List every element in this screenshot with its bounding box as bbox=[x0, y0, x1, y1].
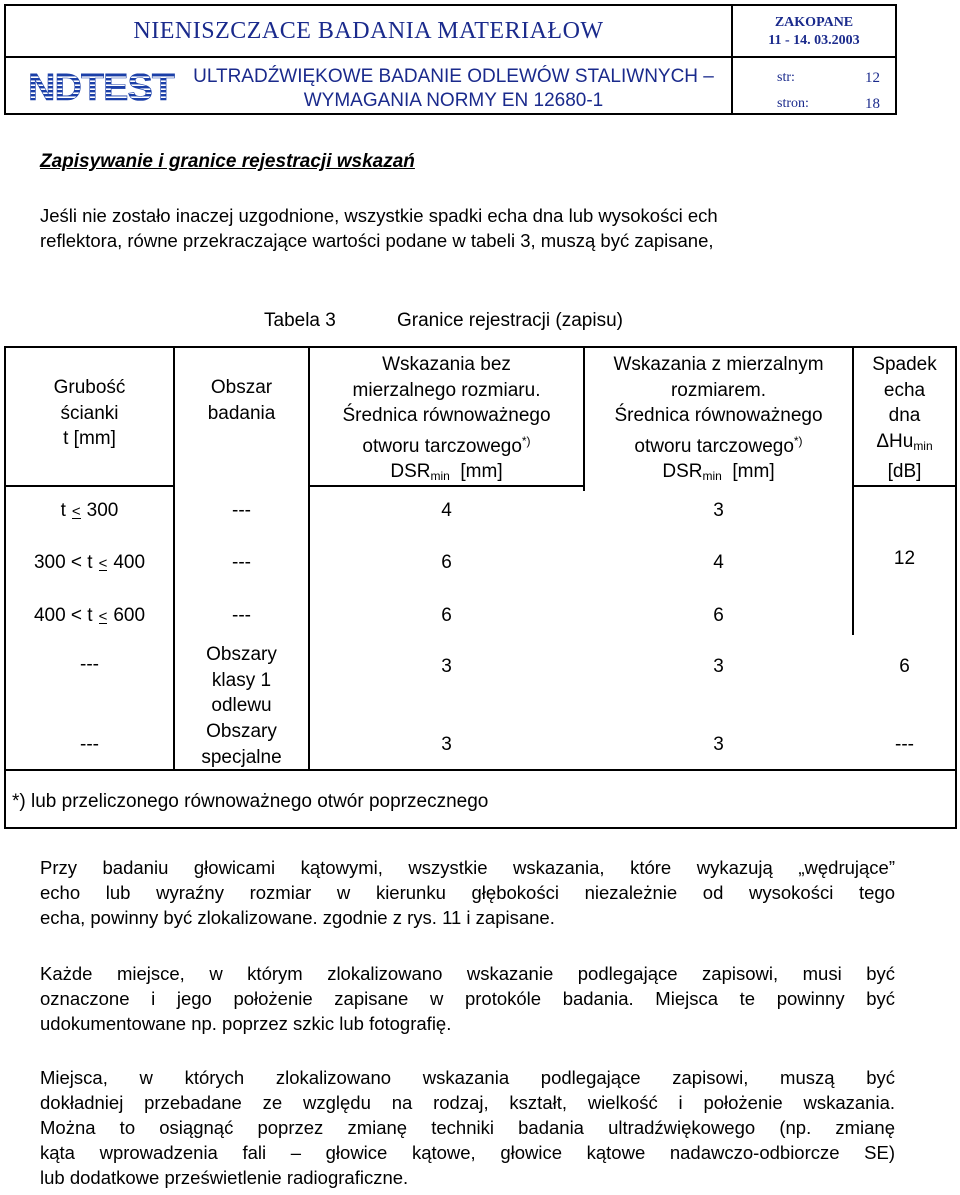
header-with-size bbox=[585, 352, 852, 490]
paragraph-line: Miejsca, w których zlokalizowano wskazania podlegające zapisowi, muszą być bbox=[40, 1067, 895, 1088]
header-echo-drop bbox=[854, 352, 955, 485]
table-row-1-thickness bbox=[6, 498, 173, 524]
paragraph-line: dokładniej przebadane ze względu na rodzaj, kształt, wielkość i położenie wskazania. bbox=[40, 1092, 895, 1113]
paragraph-further-examination bbox=[40, 1065, 895, 1190]
table-row-3-area: --- bbox=[232, 605, 251, 626]
table-row-3-thickness bbox=[6, 603, 173, 629]
header-title: NIENISZCZACE BADANIA MATERIAŁOW bbox=[6, 6, 733, 58]
header-text bbox=[310, 459, 583, 490]
table-special-2-dsr-without: 3 bbox=[441, 734, 452, 755]
paragraph-line: echa, powinny być zlokalizowane. zgodnie z rys. 11 i zapisane. bbox=[40, 907, 555, 928]
header-text: otworu tarczowego bbox=[362, 435, 522, 457]
header-text: Wskazania z mierzalnym bbox=[613, 354, 824, 375]
lte-icon: < bbox=[98, 608, 108, 625]
intro-line: reflektora, równe przekraczające wartości podane w tabeli 3, muszą być zapisane, bbox=[40, 230, 714, 251]
header-without-size bbox=[310, 352, 583, 490]
table-row-2-dsr-with: 4 bbox=[713, 552, 724, 573]
header-text: echa bbox=[883, 379, 926, 401]
subscript: min bbox=[702, 469, 722, 483]
header-text: Średnica równoważnego bbox=[342, 405, 551, 426]
table-special-1-thickness: --- bbox=[80, 654, 99, 675]
footnote-marker: *) bbox=[793, 433, 803, 448]
intro-line: Jeśli nie zostało inaczej uzgodnione, wszystkie spadki echa dna lub wysokości ech bbox=[40, 205, 718, 226]
table-special-2-echo-drop: --- bbox=[895, 734, 914, 755]
header-text bbox=[585, 459, 852, 490]
header-thickness bbox=[6, 375, 173, 452]
header-text: badania bbox=[207, 402, 276, 424]
table-row-3-dsr-without: 6 bbox=[441, 605, 452, 626]
ndtest-logo-icon bbox=[26, 66, 174, 109]
pages-label: stron: bbox=[777, 96, 809, 111]
paragraph-line: oznaczone i jego położenie zapisane w protokóle badania. Miejsca te powinny być bbox=[40, 988, 895, 1009]
table-special-2-area bbox=[175, 719, 308, 770]
table-row-1-dsr-with: 3 bbox=[713, 500, 724, 521]
subscript: min bbox=[913, 438, 933, 453]
paragraph-location-recording bbox=[40, 961, 895, 1036]
header-text: ΔHu bbox=[876, 430, 914, 452]
header-text: Spadek bbox=[872, 354, 937, 375]
cell-text: Obszary bbox=[206, 644, 277, 665]
paragraph-line: echo lub wyraźny rozmiar w kierunku głębokości niezależnie od wysokości tego bbox=[40, 882, 895, 903]
cell-text: 600 bbox=[113, 605, 146, 626]
header-text: [mm] bbox=[460, 461, 503, 482]
table-merged-echo-drop: 12 bbox=[893, 548, 916, 569]
header-text: DSR bbox=[390, 461, 431, 482]
cell-text: odlewu bbox=[211, 695, 272, 716]
table-footnote: *) lub przeliczonego równoważnego otwór poprzecznego bbox=[12, 791, 489, 812]
table-special-1-area bbox=[175, 642, 308, 719]
paragraph-line: Każde miejsce, w którym zlokalizowano wskazanie podlegające zapisowi, musi być bbox=[40, 963, 895, 984]
table-special-2-thickness: --- bbox=[80, 734, 99, 755]
section-heading: Zapisywanie i granice rejestracji wskazań bbox=[40, 151, 415, 172]
header-subject bbox=[176, 58, 733, 113]
header-subject-line2: WYMAGANIA NORMY EN 12680-1 bbox=[303, 90, 604, 111]
header-subject-line1: ULTRADŹWIĘKOWE BADANIE ODLEWÓW STALIWNYCH – bbox=[193, 66, 714, 87]
cell-text: 300 < t bbox=[33, 552, 93, 573]
paragraph-line: kąta wprowadzenia fali – głowice kątowe, głowice kątowe nadawczo-odbiorcze SE) bbox=[40, 1142, 895, 1163]
paragraph-line: Przy badaniu głowicami kątowymi, wszystkie wskazania, które wykazują „wędrujące” bbox=[40, 857, 895, 878]
cell-text: klasy 1 bbox=[211, 669, 272, 691]
header-place: ZAKOPANE bbox=[774, 15, 854, 30]
table-caption-number: Tabela 3 bbox=[264, 310, 336, 331]
lte-icon: < bbox=[71, 503, 81, 520]
header-date: 11 - 14. 03.2003 bbox=[768, 33, 860, 48]
cell-text: t bbox=[60, 500, 66, 521]
paragraph-line: Można to osiągnąć poprzez zmianę techniki badania ultradźwiękowego (np. zmianę bbox=[40, 1117, 895, 1138]
footnote-marker: *) bbox=[521, 433, 531, 448]
page-number: 12 bbox=[865, 70, 880, 86]
header-text: rozmiarem. bbox=[670, 379, 766, 401]
page-label: str: bbox=[777, 70, 795, 85]
header-area bbox=[175, 375, 308, 426]
pages-total: 18 bbox=[865, 96, 880, 112]
table-row-3-dsr-with: 6 bbox=[713, 605, 724, 626]
header-page-info bbox=[733, 58, 895, 113]
header-text: Wskazania bez bbox=[382, 354, 511, 375]
table-special-1-echo-drop: 6 bbox=[899, 656, 910, 677]
header-text: [dB] bbox=[887, 461, 922, 482]
paragraph-line: lub dodatkowe prześwietlenie radiograficzne. bbox=[40, 1167, 409, 1188]
cell-text: 400 < t bbox=[33, 605, 93, 626]
cell-text: Obszary bbox=[206, 721, 277, 742]
table-row-1-dsr-without: 4 bbox=[441, 500, 452, 521]
table-row-1-area: --- bbox=[232, 500, 251, 521]
header-text: Obszar bbox=[210, 377, 273, 398]
cell-text: 300 bbox=[86, 500, 119, 521]
header-text: t [mm] bbox=[63, 428, 116, 449]
table-row-2-dsr-without: 6 bbox=[441, 552, 452, 573]
header-text bbox=[310, 429, 583, 460]
document-header bbox=[4, 4, 897, 115]
header-text bbox=[585, 429, 852, 460]
table-special-1-dsr-with: 3 bbox=[713, 656, 724, 677]
header-place-date bbox=[733, 6, 895, 58]
header-text: Średnica równoważnego bbox=[614, 405, 823, 426]
cell-text: specjalne bbox=[201, 746, 282, 768]
header-text: ścianki bbox=[60, 402, 119, 424]
header-text: mierzalnego rozmiaru. bbox=[352, 379, 541, 401]
header-text: otworu tarczowego bbox=[634, 435, 794, 457]
intro-paragraph bbox=[40, 203, 895, 253]
paragraph-angle-probes bbox=[40, 855, 895, 930]
header-text: DSR bbox=[662, 461, 703, 482]
subscript: min bbox=[430, 469, 450, 483]
table-row-2-area: --- bbox=[232, 552, 251, 573]
table-row-2-thickness bbox=[6, 550, 173, 576]
header-text bbox=[854, 429, 955, 460]
registration-limits-table bbox=[4, 346, 957, 829]
svg-text:NDTEST: NDTEST bbox=[28, 66, 174, 109]
table-special-2-dsr-with: 3 bbox=[713, 734, 724, 755]
lte-icon: < bbox=[98, 555, 108, 572]
cell-text: 400 bbox=[113, 552, 146, 573]
ndtest-logo bbox=[6, 58, 176, 113]
header-text: dna bbox=[888, 405, 921, 426]
table-special-1-dsr-without: 3 bbox=[441, 656, 452, 677]
header-text: Grubość bbox=[53, 377, 126, 398]
paragraph-line: udokumentowane np. poprzez szkic lub fotografię. bbox=[40, 1013, 452, 1034]
table-caption-title: Granice rejestracji (zapisu) bbox=[397, 310, 623, 331]
header-text: [mm] bbox=[732, 461, 775, 482]
